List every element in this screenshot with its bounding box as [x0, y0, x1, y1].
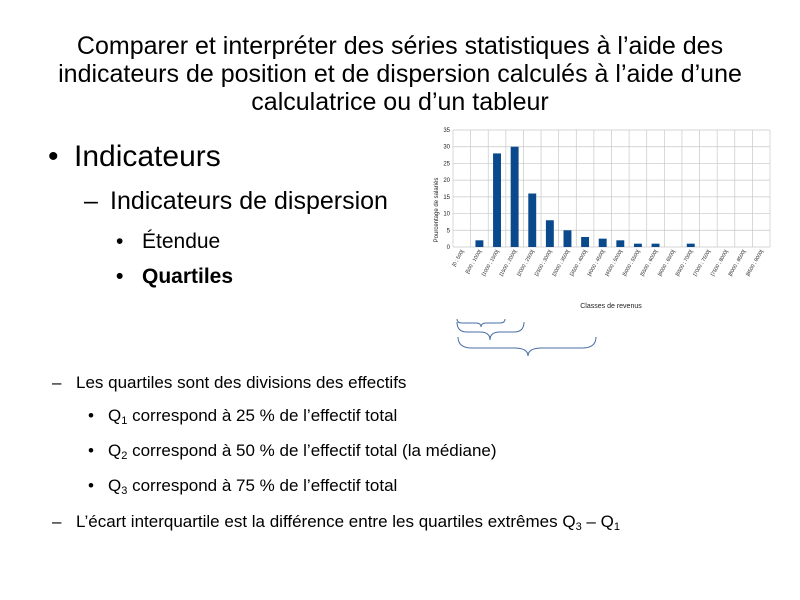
q3-text: correspond à 75 % de l’effectif total	[127, 476, 398, 495]
bar	[616, 240, 624, 247]
bar	[475, 240, 483, 247]
bar	[528, 194, 536, 247]
ecart-sub-b: 1	[613, 521, 620, 533]
outline-level2-label: Indicateurs de dispersion	[110, 187, 388, 215]
x-tick-label: [5000 ; 5500[	[621, 249, 642, 278]
y-tick-label: 15	[443, 194, 450, 201]
x-tick-label: [1500 ; 2000[	[498, 249, 519, 278]
x-tick-label: [500 ; 1000[	[464, 249, 484, 275]
brace-q3	[458, 337, 596, 356]
definition-text: Les quartiles sont des divisions des effectifs	[76, 373, 407, 392]
definition-point	[52, 373, 406, 393]
bar	[493, 153, 501, 247]
bullet-icon: •	[88, 406, 94, 425]
x-tick-label: [6000 ; 6500[	[657, 249, 677, 278]
outline-level3-label: Étendue	[142, 230, 221, 253]
x-tick-label: [7500 ; 8000[	[709, 249, 730, 278]
x-tick-label: [2500 ; 3000[	[533, 249, 554, 278]
brace-q2	[457, 322, 524, 340]
y-tick-label: 20	[443, 178, 450, 185]
chart-xlabel: Classes de revenus	[580, 303, 642, 310]
brace-q1	[457, 319, 505, 327]
x-tick-label: [7000 ; 7500[	[692, 249, 713, 278]
x-tick-label: [1000 ; 1500[	[480, 249, 501, 278]
x-tick-label: [3500 ; 4000[	[569, 249, 589, 278]
ecart-point	[52, 512, 620, 533]
x-tick-label: [2000 ; 2500[	[516, 249, 536, 278]
dash-icon: –	[52, 512, 62, 531]
x-tick-label: [4000 ; 4500[	[586, 249, 607, 278]
y-tick-label: 30	[443, 144, 450, 151]
ecart-sub-a: 3	[575, 521, 582, 533]
bar	[652, 244, 660, 247]
bullet-icon: •	[116, 265, 124, 288]
q3-symbol: Q	[108, 476, 122, 495]
q2-symbol: Q	[108, 441, 122, 460]
y-tick-label: 0	[446, 245, 450, 251]
outline-level3-etendue	[116, 230, 220, 254]
q1-subscript: 1	[121, 415, 128, 427]
bullet-icon: •	[88, 476, 94, 495]
x-tick-label: [0 ; 500[	[451, 249, 466, 268]
x-tick-label: [8000 ; 8500[	[727, 249, 748, 278]
y-tick-label: 35	[443, 128, 450, 134]
bar	[546, 220, 554, 247]
bullet-icon: •	[88, 441, 94, 460]
x-tick-label: [5500 ; 6000[	[639, 249, 660, 278]
q2-subscript: 2	[121, 450, 128, 462]
bar	[599, 239, 607, 247]
chart-ylabel: Pourcentage de salariés	[434, 177, 440, 243]
outline-level1-label: Indicateurs	[74, 140, 221, 173]
slide-title: Comparer et interpréter des séries statistiques à l’aide des indicateurs de position et de dispersion calculés à l’aide d’une calculatrice ou d’un tableur	[58, 32, 742, 116]
x-tick-label: [6500 ; 7000[	[674, 249, 695, 278]
outline-level2	[84, 187, 388, 216]
outline-level1	[48, 140, 221, 174]
ecart-mid: – Q	[581, 512, 614, 531]
ecart-text: L’écart interquartile est la différence entre les quartiles extrêmes Q	[76, 512, 576, 531]
quartile-q3-point	[88, 476, 397, 497]
y-tick-label: 10	[443, 211, 450, 218]
bar	[634, 244, 642, 247]
quartile-q1-point	[88, 406, 397, 427]
y-tick-label: 5	[446, 228, 450, 235]
x-tick-label: [3000 ; 3500[	[551, 249, 572, 278]
dash-icon: –	[84, 187, 98, 215]
income-histogram	[420, 122, 780, 357]
bar	[581, 237, 589, 247]
q2-text: correspond à 50 % de l’effectif total (la médiane)	[127, 441, 497, 460]
bullet-icon: •	[116, 230, 124, 253]
bar	[564, 230, 572, 247]
bar	[511, 147, 519, 247]
y-tick-label: 25	[443, 161, 450, 168]
q1-symbol: Q	[108, 406, 122, 425]
dash-icon: –	[52, 373, 62, 392]
bullet-icon: •	[48, 140, 59, 173]
quartile-q2-point	[88, 441, 497, 462]
x-tick-label: [8500 ; 9000[	[745, 249, 765, 278]
outline-level3-quartiles	[116, 265, 233, 289]
x-tick-label: [4500 ; 5000[	[604, 249, 625, 278]
q3-subscript: 3	[121, 485, 128, 497]
bar	[687, 244, 695, 247]
q1-text: correspond à 25 % de l’effectif total	[127, 406, 398, 425]
outline-level3-label: Quartiles	[142, 265, 234, 288]
